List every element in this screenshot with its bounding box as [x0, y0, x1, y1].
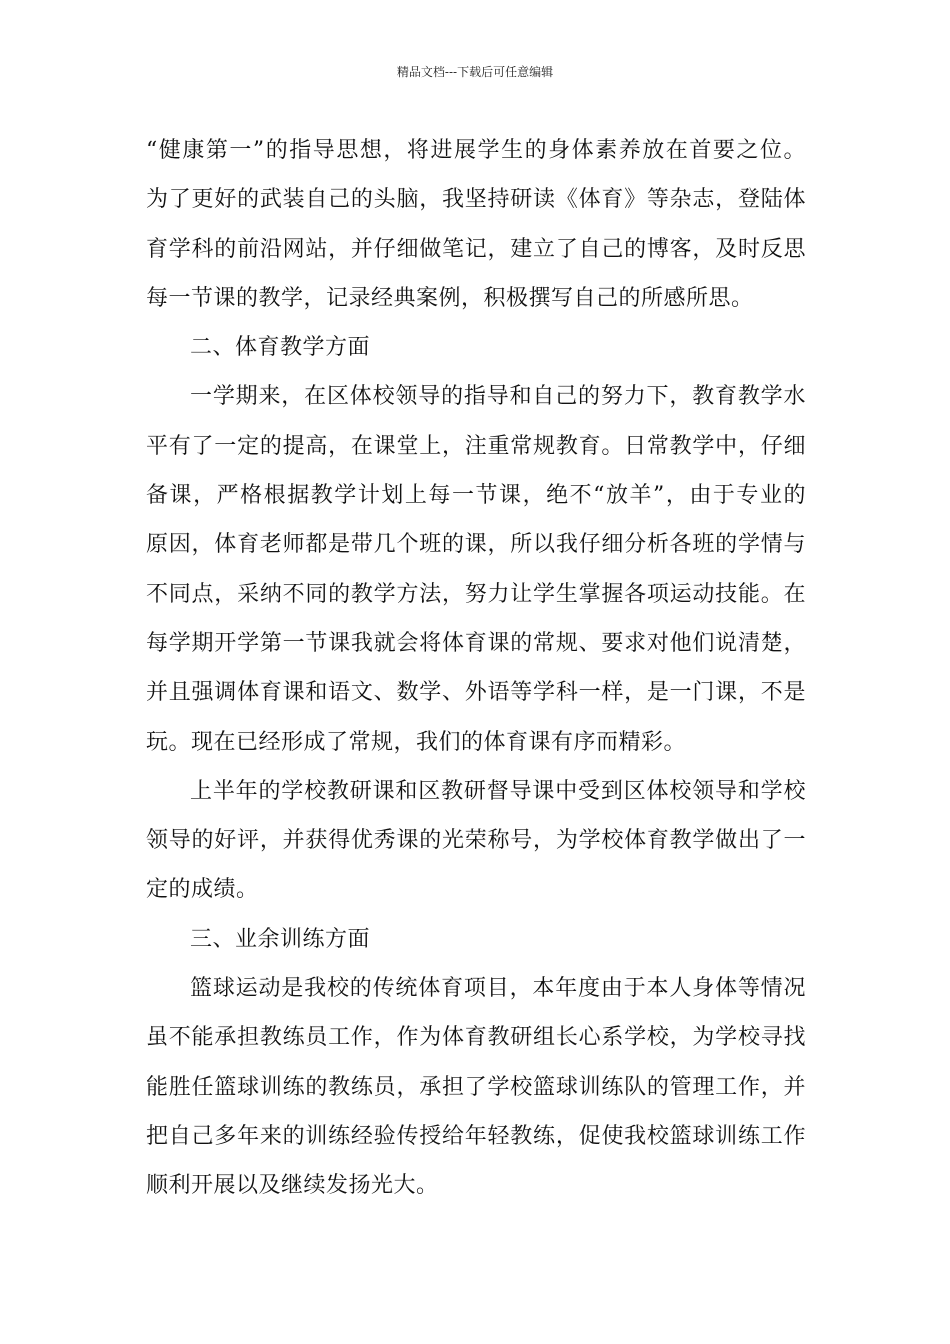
text-line: 顺利开展以及继续发扬光大。 — [146, 1173, 439, 1199]
text-line: 把自己多年来的训练经验传授给年轻教练，促使我校篮球训练工作 — [146, 1123, 806, 1149]
text-line: 为了更好的武装自己的头脑，我坚持研读《体育》等杂志，登陆体 — [146, 187, 806, 213]
text-line: 平有了一定的提高，在课堂上，注重常规教育。日常教学中，仔细 — [146, 433, 806, 459]
text-line: 每学期开学第一节课我就会将体育课的常规、要求对他们说清楚， — [146, 630, 806, 656]
text-line: 领导的好评，并获得优秀课的光荣称号，为学校体育教学做出了一 — [146, 828, 806, 854]
text-line: 定的成绩。 — [146, 877, 259, 903]
text-line: 玩。现在已经形成了常规，我们的体育课有序而精彩。 — [146, 729, 687, 755]
section-heading: 三、业余训练方面 — [190, 926, 371, 952]
document-body — [146, 126, 806, 1211]
text-line: 能胜任篮球训练的教练员，承担了学校篮球训练队的管理工作，并 — [146, 1074, 806, 1100]
text-line: 一学期来，在区体校领导的指导和自己的努力下，教育教学水 — [190, 384, 806, 410]
text-line: 并且强调体育课和语文、数学、外语等学科一样，是一门课，不是 — [146, 680, 806, 706]
text-line: 篮球运动是我校的传统体育项目，本年度由于本人身体等情况 — [190, 976, 806, 1002]
text-line: 每一节课的教学，记录经典案例，积极撰写自己的所感所思。 — [146, 285, 754, 311]
text-line: 不同点，采纳不同的教学方法，努力让学生掌握各项运动技能。在 — [146, 581, 806, 607]
text-line: 上半年的学校教研课和区教研督导课中受到区体校领导和学校 — [190, 778, 806, 804]
section-heading: 二、体育教学方面 — [190, 335, 371, 361]
text-line: “健康第一”的指导思想，将进展学生的身体素养放在首要之位。 — [146, 138, 806, 163]
text-line: 虽不能承担教练员工作，作为体育教研组长心系学校，为学校寻找 — [146, 1025, 806, 1051]
text-line: 备课，严格根据教学计划上每一节课，绝不“放羊”，由于专业的 — [146, 483, 806, 509]
text-line: 育学科的前沿网站，并仔细做笔记，建立了自己的博客，及时反思 — [146, 236, 806, 262]
page-header: 精品文档---下载后可任意编辑 — [396, 65, 554, 79]
text-line: 原因，体育老师都是带几个班的课，所以我仔细分析各班的学情与 — [146, 532, 806, 558]
